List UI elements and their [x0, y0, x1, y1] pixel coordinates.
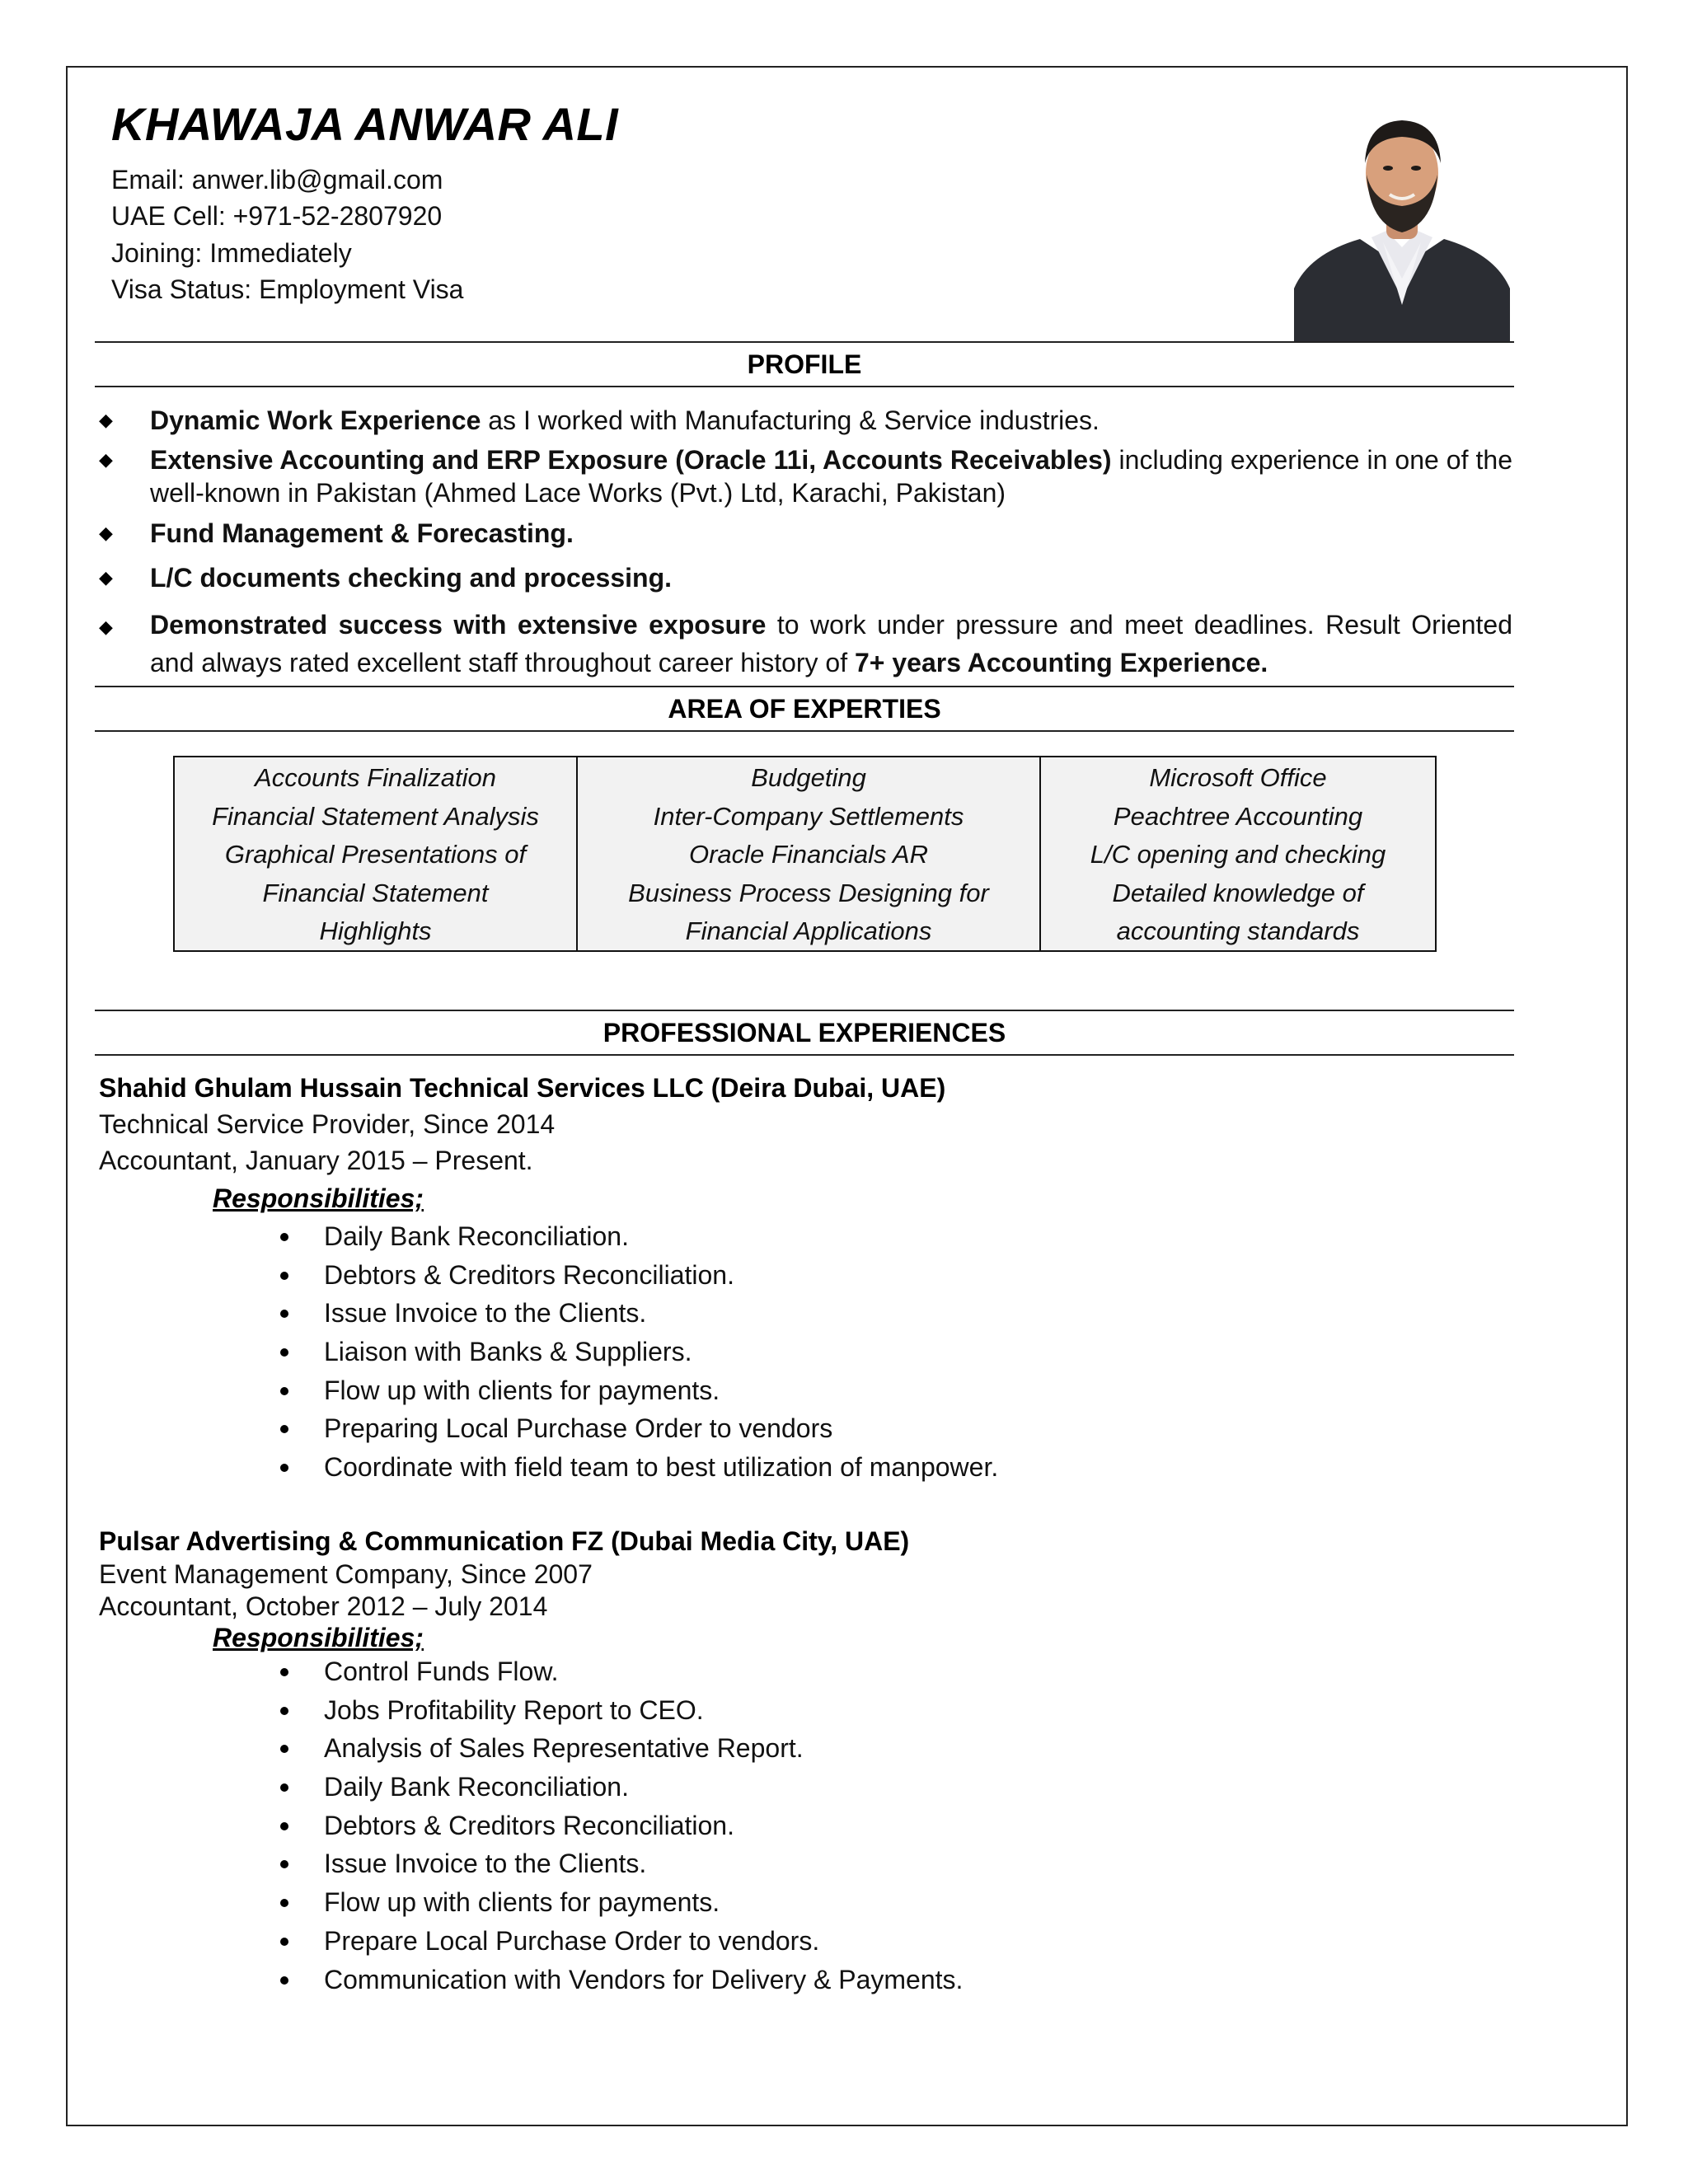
duties-list — [272, 1652, 963, 1999]
expertise-item: Business Process Designing for — [628, 878, 989, 907]
profile-item-bold: L/C documents checking and processing. — [150, 563, 673, 593]
responsibilities-heading: Responsibilities; — [213, 1183, 424, 1213]
expertise-column — [175, 757, 576, 950]
expertise-item: Accounts Finalization — [255, 763, 496, 792]
profile-item — [99, 443, 1512, 509]
profile-photo-graphic — [1294, 92, 1510, 343]
duty-item: Control Funds Flow. — [272, 1652, 963, 1691]
expertise-item: Peachtree Accounting — [1113, 801, 1363, 831]
experience-rule-bottom — [95, 1054, 1514, 1056]
expertise-item: Financial Statement Analysis — [212, 801, 539, 831]
duty-item: Jobs Profitability Report to CEO. — [272, 1691, 963, 1730]
expertise-item: Microsoft Office — [1149, 763, 1327, 792]
duty-item: Coordinate with field team to best utilization of manpower. — [272, 1448, 998, 1487]
diamond-bullet-icon: ◆ — [99, 523, 113, 543]
diamond-bullet-icon: ◆ — [99, 410, 113, 430]
expertise-table — [173, 756, 1437, 952]
expertise-item: Oracle Financials AR — [688, 840, 928, 869]
profile-item-text: as I worked with Manufacturing & Service industries. — [481, 405, 1100, 435]
expertise-item: L/C opening and checking — [1090, 840, 1386, 869]
profile-item-bold: Demonstrated success with extensive exposure — [150, 610, 767, 640]
phone-line: UAE Cell: +971-52-2807920 — [111, 201, 443, 231]
expertise-rule-top — [95, 686, 1514, 687]
profile-heading: PROFILE — [747, 349, 862, 379]
job-company-type: Event Management Company, Since 2007 — [99, 1559, 593, 1589]
duty-item: Daily Bank Reconciliation. — [272, 1768, 963, 1807]
experience-heading: PROFESSIONAL EXPERIENCES — [603, 1018, 1006, 1047]
duty-item: Prepare Local Purchase Order to vendors. — [272, 1922, 963, 1961]
profile-rule-top — [95, 341, 1514, 343]
duty-item: Flow up with clients for payments. — [272, 1371, 998, 1410]
profile-item-bold: 7+ years Accounting Experience. — [855, 648, 1268, 677]
profile-photo — [1294, 92, 1510, 343]
diamond-bullet-icon: ◆ — [99, 449, 113, 470]
duty-item: Issue Invoice to the Clients. — [272, 1294, 998, 1333]
job-role: Accountant, January 2015 – Present. — [99, 1146, 533, 1175]
job-company-type: Technical Service Provider, Since 2014 — [99, 1109, 556, 1139]
duty-item: Debtors & Creditors Reconciliation. — [272, 1256, 998, 1295]
responsibilities-heading: Responsibilities; — [213, 1623, 424, 1652]
duty-item: Liaison with Banks & Suppliers. — [272, 1333, 998, 1371]
experience-rule-top — [95, 1010, 1514, 1011]
expertise-column — [1039, 757, 1435, 950]
expertise-heading: AREA OF EXPERTIES — [668, 694, 941, 724]
expertise-item: Budgeting — [751, 763, 866, 792]
candidate-name: KHAWAJA ANWAR ALI — [111, 98, 619, 150]
duty-item: Communication with Vendors for Delivery & Payments. — [272, 1961, 963, 1999]
expertise-rule-bottom — [95, 730, 1514, 732]
job-company: Pulsar Advertising & Communication FZ (Dubai Media City, UAE) — [99, 1526, 910, 1556]
profile-item — [99, 404, 1512, 437]
duties-list — [272, 1217, 998, 1487]
expertise-column — [576, 757, 1039, 950]
expertise-item: Financial Applications — [685, 916, 932, 945]
expertise-item: accounting standards — [1116, 916, 1360, 945]
expertise-item: Financial Statement — [262, 878, 489, 907]
duty-item: Flow up with clients for payments. — [272, 1883, 963, 1922]
profile-item-bold: Dynamic Work Experience — [150, 405, 481, 435]
expertise-item: Detailed knowledge of — [1112, 878, 1364, 907]
duty-item: Daily Bank Reconciliation. — [272, 1217, 998, 1256]
profile-item — [99, 517, 1512, 550]
profile-rule-bottom — [95, 386, 1514, 387]
diamond-bullet-icon: ◆ — [99, 567, 113, 588]
profile-item-text: to work under pressure and meet deadlines. Result Oriented and always rated excellent staff throughout career history of — [150, 610, 1513, 677]
expertise-item: Inter-Company Settlements — [653, 801, 964, 831]
visa-line: Visa Status: Employment Visa — [111, 274, 464, 304]
profile-item-text: including experience in one of the well-known in Pakistan (Ahmed Lace Works (Pvt.) Ltd, Karachi, Pakistan) — [150, 445, 1513, 508]
duty-item: Debtors & Creditors Reconciliation. — [272, 1807, 963, 1845]
profile-item-bold: Extensive Accounting and ERP Exposure (Oracle 11i, Accounts Receivables) — [150, 445, 1112, 475]
diamond-bullet-icon: ◆ — [99, 616, 113, 637]
email-line: Email: anwer.lib@gmail.com — [111, 165, 443, 194]
expertise-item: Highlights — [319, 916, 432, 945]
expertise-item: Graphical Presentations of — [224, 840, 527, 869]
job-company: Shahid Ghulam Hussain Technical Services LLC (Deira Dubai, UAE) — [99, 1073, 946, 1103]
duty-item: Preparing Local Purchase Order to vendors — [272, 1409, 998, 1448]
joining-line: Joining: Immediately — [111, 238, 352, 268]
duty-item: Analysis of Sales Representative Report. — [272, 1729, 963, 1768]
job-role: Accountant, October 2012 – July 2014 — [99, 1591, 548, 1621]
profile-item — [99, 606, 1512, 682]
profile-item — [99, 561, 1512, 594]
duty-item: Issue Invoice to the Clients. — [272, 1844, 963, 1883]
profile-item-bold: Fund Management & Forecasting. — [150, 518, 574, 548]
